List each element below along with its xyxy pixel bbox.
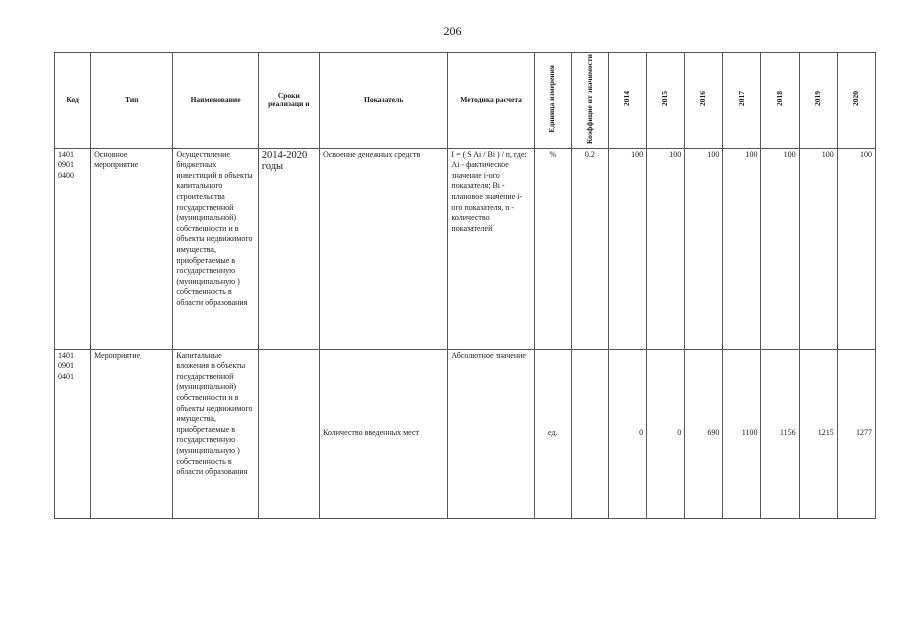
cell-value-2014: 100	[608, 148, 646, 349]
header-year	[685, 53, 723, 149]
header-year	[723, 53, 761, 149]
header-unit-text: Единица измерения	[547, 65, 557, 133]
cell-name: Осуществление бюджетных инвестиций в объекты капитального строительства государственной (муниципальной) собственности и в объекты недвижимого имущества, приобретаемые в государственную (муниципальную ) собственность в области образования	[173, 148, 258, 349]
header-method: Методика расчета	[448, 53, 534, 149]
header-year-text: 2020	[851, 91, 861, 107]
header-coef-text: Коэффицие нт значимости	[584, 54, 594, 144]
cell-term: 2014-2020 годы	[258, 148, 319, 349]
header-year	[647, 53, 685, 149]
cell-value-2017	[723, 349, 761, 518]
cell-coef: 0.2	[571, 148, 608, 349]
cell-value-2015	[647, 349, 685, 518]
header-coef	[571, 53, 608, 149]
cell-term	[258, 349, 319, 518]
cell-value-2018	[761, 349, 799, 518]
cell-value-text: 1215	[817, 427, 834, 437]
page-number: 206	[443, 24, 462, 38]
cell-type: Мероприятие	[91, 349, 173, 518]
cell-value-2019	[799, 349, 837, 518]
header-row	[55, 53, 876, 149]
cell-unit-text: ед.	[548, 427, 558, 437]
header-term: Сроки реализаци и	[258, 53, 319, 149]
cell-value-text: 690	[707, 427, 720, 437]
header-name: Наименование	[173, 53, 258, 149]
indicators-table	[54, 52, 876, 519]
cell-method: I = ( S Ai / Bi ) / n, где: Ai - фактическое значение i-ого показателя; Bi - плановое значение i-ого показателя, n - количество показателей	[448, 148, 534, 349]
table-row	[55, 349, 876, 518]
header-year-text: 2017	[736, 91, 746, 107]
cell-unit	[534, 349, 571, 518]
cell-method: Абсолютное значение	[448, 349, 534, 518]
cell-unit: %	[534, 148, 571, 349]
table-row	[55, 148, 876, 349]
cell-value-text: 0	[639, 427, 644, 437]
cell-value-2018: 100	[761, 148, 799, 349]
header-year-text: 2014	[622, 91, 632, 107]
cell-value-text: 1277	[856, 427, 872, 437]
header-year-text: 2016	[698, 91, 708, 107]
header-year	[837, 53, 875, 149]
cell-value-2016: 100	[685, 148, 723, 349]
header-year	[799, 53, 837, 149]
header-indicator: Показатель	[319, 53, 447, 149]
cell-value-2017: 100	[723, 148, 761, 349]
header-type: Тип	[91, 53, 173, 149]
cell-value-text: 1100	[741, 427, 758, 437]
cell-value-2016	[685, 349, 723, 518]
cell-value-2014	[608, 349, 646, 518]
cell-indicator: Освоение денежных средств	[319, 148, 447, 349]
header-code: Код	[55, 53, 91, 149]
cell-value-2020	[837, 349, 875, 518]
header-unit	[534, 53, 571, 149]
cell-value-2020: 100	[837, 148, 875, 349]
cell-coef	[571, 349, 608, 518]
cell-code: 1401 0901 0400	[55, 148, 91, 349]
cell-value-2015: 100	[647, 148, 685, 349]
header-year	[608, 53, 646, 149]
cell-code: 1401 0901 0401	[55, 349, 91, 518]
header-year-text: 2019	[812, 91, 822, 107]
header-year-text: 2018	[774, 91, 784, 107]
header-year	[761, 53, 799, 149]
cell-value-text: 1156	[779, 427, 796, 437]
cell-value-text: 0	[677, 427, 682, 437]
cell-type: Основное мероприятие	[91, 148, 173, 349]
cell-indicator	[319, 349, 447, 518]
header-year-text: 2015	[660, 91, 670, 107]
cell-name: Капитальные вложения в объекты государственной (муниципальной) собственности и в объекты недвижимого имущества, приобретаемые в государственную (муниципальную ) собственность в области образования	[173, 349, 258, 518]
cell-indicator-text: Количество введенных мест	[322, 427, 419, 437]
cell-value-2019: 100	[799, 148, 837, 349]
